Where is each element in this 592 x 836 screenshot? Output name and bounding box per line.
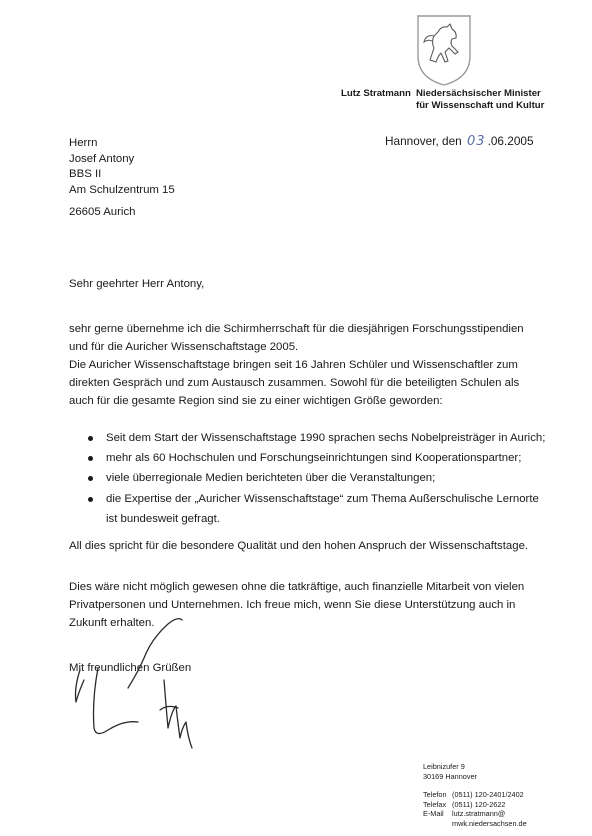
- paragraph-line: Die Auricher Wissenschaftstage bringen seit 16 Jahren Schüler und Wissenschaftler zum: [69, 359, 518, 371]
- recipient-line: Herrn: [69, 137, 98, 149]
- bullet-dot-icon: [88, 497, 93, 502]
- lower-saxony-crest-icon: [414, 12, 474, 88]
- date-prefix: Hannover, den: [385, 134, 462, 148]
- footer-postal: 30169 Hannover: [423, 771, 477, 781]
- recipient-line: Josef Antony: [69, 152, 135, 165]
- recipient-city: 26605 Aurich: [69, 206, 136, 218]
- footer-fax: Telefax (0511) 120-2622: [423, 799, 506, 809]
- recipient-address: [69, 136, 175, 198]
- sender-title-line2: für Wissenschaft und Kultur: [416, 99, 545, 111]
- sender-title-line1: Niedersächsischer Minister: [416, 88, 541, 99]
- paragraph-line: Privatpersonen und Unternehmen. Ich freue mich, wenn Sie diese Unterstützung auch in: [69, 599, 516, 611]
- sender-footer: [423, 762, 527, 829]
- bullet-dot-icon: [88, 436, 93, 441]
- bullet-dot-icon: [88, 456, 93, 461]
- bullet-item-continuation: ist bundesweit gefragt.: [106, 512, 220, 525]
- paragraph-line: und für die Auricher Wissenschaftstage 2005.: [69, 341, 299, 353]
- paragraph-line: direkten Gespräch und zum Austausch zusammen. Sowohl für die beteiligten Schulen als: [69, 377, 520, 389]
- footer-phone: Telefon (0511) 120-2401/2402: [423, 790, 524, 800]
- paragraph-line: sehr gerne übernehme ich die Schirmherrschaft für die diesjährigen Forschungsstipendien: [69, 323, 524, 335]
- paragraph-intro: [69, 320, 549, 410]
- bullet-item: mehr als 60 Hochschulen und Forschungseinrichtungen sind Kooperationspartner;: [88, 448, 545, 468]
- letter-date: [385, 134, 534, 149]
- footer-email-cont: mwk.niedersachsen.de: [452, 818, 527, 828]
- bullet-item: die Expertise der „Auricher Wissenschaftstage“ zum Thema Außerschulische Lernorte: [88, 489, 545, 509]
- bullet-list: [88, 428, 545, 529]
- bullet-item: viele überregionale Medien berichteten über die Veranstaltungen;: [88, 468, 545, 488]
- date-handwritten-day: 03: [467, 134, 486, 149]
- bullet-item: Seit dem Start der Wissenschaftstage 1990 sprachen sechs Nobelpreisträger in Aurich;: [88, 428, 545, 448]
- recipient-line: BBS II: [69, 168, 102, 180]
- quality-statement: All dies spricht für die besondere Qualität und den hohen Anspruch der Wissenschaftstage.: [69, 540, 529, 552]
- sender-name: Lutz Stratmann: [341, 88, 411, 99]
- footer-street: Leibnizufer 9: [423, 762, 465, 771]
- paragraph-line: Zukunft erhalten.: [69, 617, 155, 629]
- paragraph-line: auch für die gesamte Region sind sie zu einer wichtigen Größe geworden:: [69, 395, 443, 407]
- bullet-dot-icon: [88, 476, 93, 481]
- recipient-line: Am Schulzentrum 15: [69, 183, 175, 196]
- salutation: Sehr geehrter Herr Antony,: [69, 278, 205, 290]
- paragraph-line: Dies wäre nicht möglich gewesen ohne die tatkräftige, auch finanzielle Mitarbeit von vielen: [69, 581, 525, 593]
- footer-email: E-Mail lutz.stratmann@: [423, 809, 506, 819]
- handwritten-signature: [68, 610, 218, 770]
- date-rest: .06.2005: [487, 134, 534, 148]
- sender-title: [416, 88, 544, 111]
- closing-greeting: Mit freundlichen Grüßen: [69, 662, 192, 674]
